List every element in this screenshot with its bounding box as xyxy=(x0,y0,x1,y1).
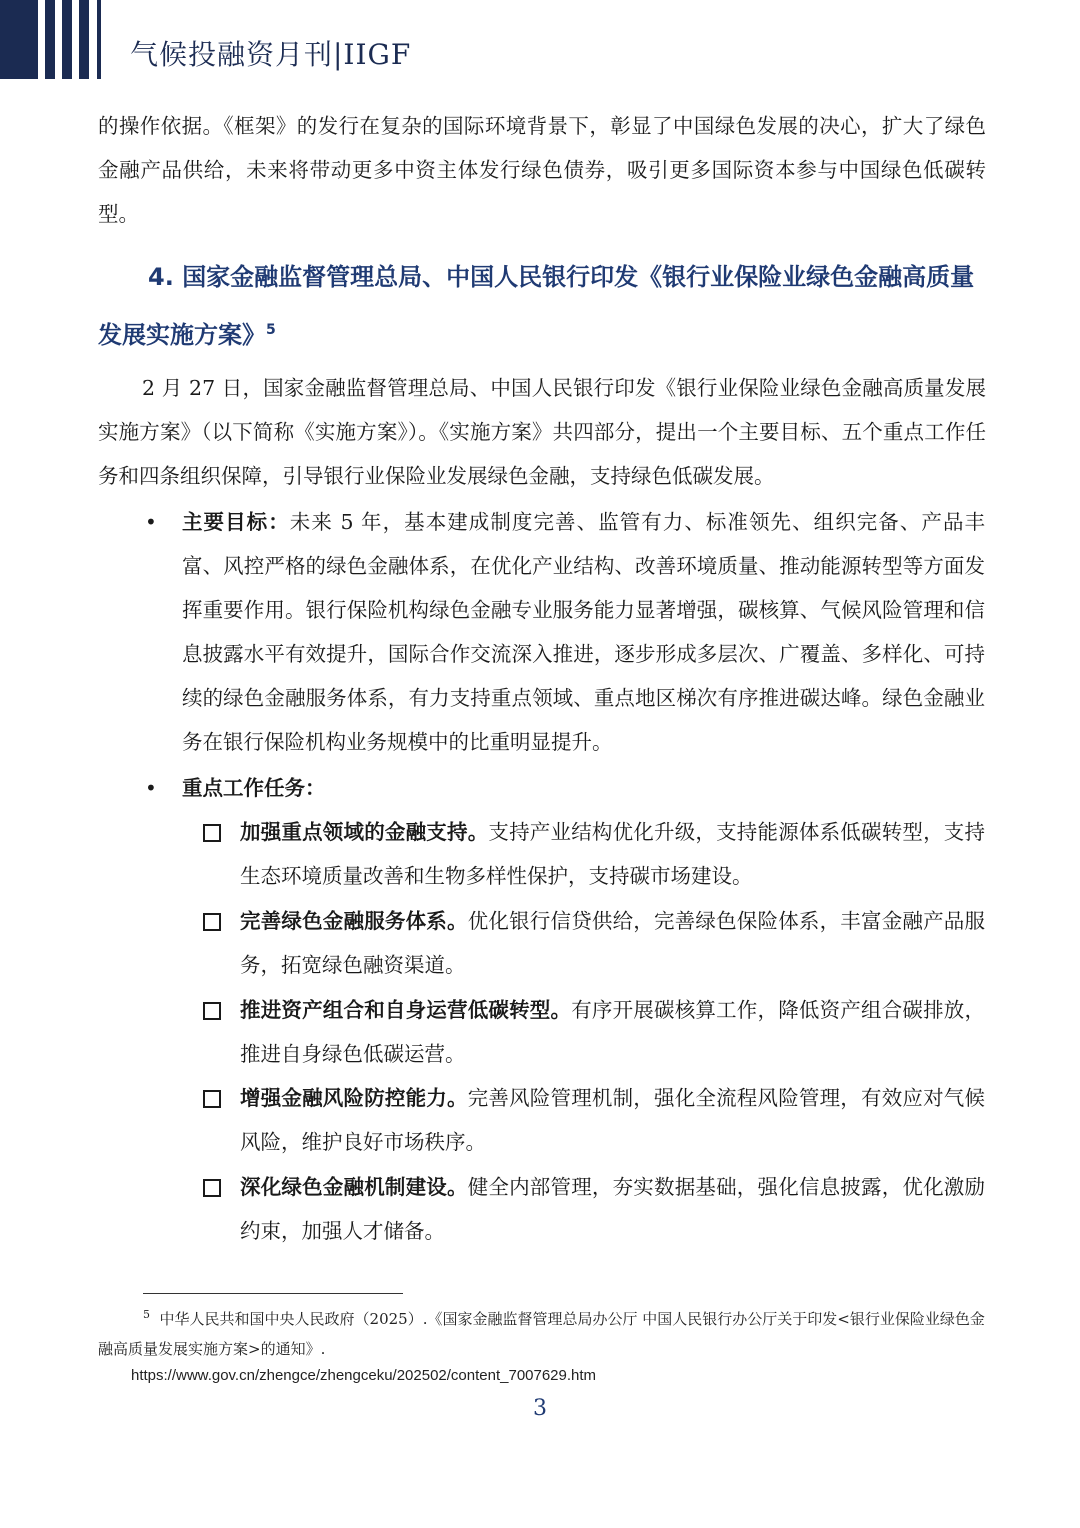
footnote-divider xyxy=(143,1293,403,1294)
task-text: 有序开展碳核算工作，降低资产组合碳排放，推进自身绿色低碳运营。 xyxy=(240,998,986,1066)
footnote xyxy=(98,1300,986,1364)
header-title: 气候投融资月刊|IIGF xyxy=(130,38,412,71)
footnote-url: https://www.gov.cn/zhengce/zhengceku/202502/content_7007629.htm xyxy=(131,1367,597,1384)
header-bar-stripe-2 xyxy=(62,0,72,79)
checkbox-icon xyxy=(203,1090,221,1108)
task-label: 深化绿色金融机制建设。 xyxy=(240,1175,468,1199)
bullet-marker: • xyxy=(145,510,157,534)
section-paragraph: 2 月 27 日，国家金融监督管理总局、中国人民银行印发《银行业保险业绿色金融高质量发展实施方案》（以下简称《实施方案》）。《实施方案》共四部分，提出一个主要目标、五个重点工作任务和四条组织保障，引导银行业保险业发展绿色金融，支持绿色低碳发展。 xyxy=(98,376,986,488)
page-number: 3 xyxy=(533,1396,547,1421)
bullet-text: 未来 5 年，基本建成制度完善、监管有力、标准领先、组织完备、产品丰富、风控严格的绿色金融体系，在优化产业结构、改善环境质量、推动能源转型等方面发挥重要作用。银行保险机构绿色金融专业服务能力显著增强，碳核算、气候风险管理和信息披露水平有效提升，国际合作交流深入推进，逐步形成多层次、广覆盖、多样化、可持续的绿色金融服务体系，有力支持重点领域、重点地区梯次有序推进碳达峰。绿色金融业务在银行保险机构业务规模中的比重明显提升。 xyxy=(182,510,986,754)
section-number: 4. xyxy=(148,263,174,291)
bullet-key-tasks xyxy=(182,766,985,810)
footnote-ref: 5 xyxy=(266,322,276,338)
checkbox-icon xyxy=(203,913,221,931)
footnote-number: 5 xyxy=(143,1308,150,1321)
task-item xyxy=(240,1076,985,1164)
task-text: 优化银行信贷供给，完善绿色保险体系，丰富金融产品服务，拓宽绿色融资渠道。 xyxy=(240,909,986,977)
task-text: 健全内部管理，夯实数据基础，强化信息披露，优化激励约束，加强人才储备。 xyxy=(240,1175,986,1243)
header-divider xyxy=(97,0,101,79)
intro-paragraph: 的操作依据。《框架》的发行在复杂的国际环境背景下，彰显了中国绿色发展的决心，扩大了绿色金融产品供给，未来将带动更多中资主体发行绿色债券，吸引更多国际资本参与中国绿色低碳转型。 xyxy=(98,114,986,226)
bullet-main-goal xyxy=(182,500,985,764)
section-title: 国家金融监督管理总局、中国人民银行印发《银行业保险业绿色金融高质量发展实施方案》 xyxy=(98,263,975,349)
task-text: 支持产业结构优化升级，支持能源体系低碳转型，支持生态环境质量改善和生物多样性保护，支持碳市场建设。 xyxy=(240,820,986,888)
bullet-marker: • xyxy=(145,776,157,800)
task-item xyxy=(240,1165,985,1253)
header-bar-stripe-3 xyxy=(79,0,89,79)
task-text: 完善风险管理机制，强化全流程风险管理，有效应对气候风险，维护良好市场秩序。 xyxy=(240,1086,986,1154)
bullet-label: 主要目标： xyxy=(182,510,290,534)
checkbox-icon xyxy=(203,1179,221,1197)
section-heading xyxy=(98,248,986,364)
task-item xyxy=(240,988,985,1076)
header-bar-stripe-1 xyxy=(45,0,55,79)
task-label: 加强重点领域的金融支持。 xyxy=(240,820,489,844)
task-label: 推进资产组合和自身运营低碳转型。 xyxy=(240,998,572,1022)
checkbox-icon xyxy=(203,824,221,842)
task-item xyxy=(240,810,985,898)
bullet-label: 重点工作任务： xyxy=(182,776,326,800)
task-item xyxy=(240,899,985,987)
checkbox-icon xyxy=(203,1002,221,1020)
footnote-text: 中华人民共和国中央人民政府（2025）.《国家金融监督管理总局办公厅 中国人民银行办公厅关于印发<银行业保险业绿色金融高质量发展实施方案>的通知》. xyxy=(98,1310,985,1358)
task-label: 完善绿色金融服务体系。 xyxy=(240,909,468,933)
task-label: 增强金融风险防控能力。 xyxy=(240,1086,468,1110)
header-bar-block xyxy=(0,0,38,79)
